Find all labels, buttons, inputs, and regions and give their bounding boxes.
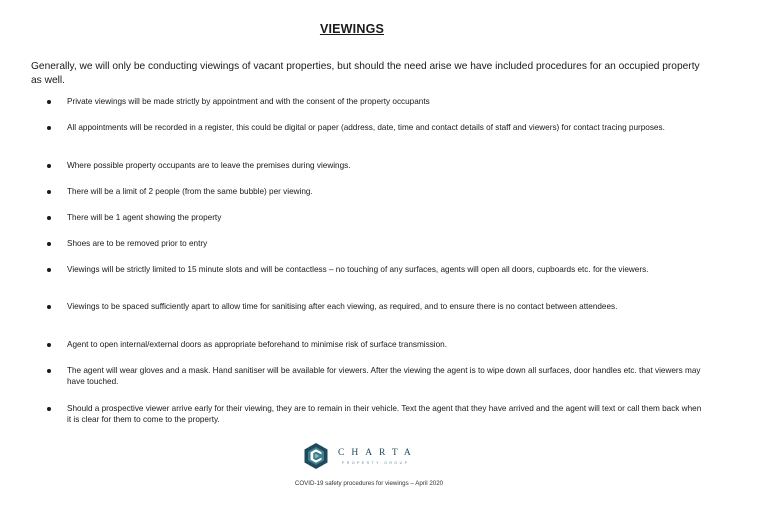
charta-logo bbox=[302, 442, 442, 470]
footer-caption: COVID-19 safety procedures for viewings – April 2020 bbox=[294, 480, 444, 487]
list-item-text: All appointments will be recorded in a register, this could be digital or paper (address, date, time and contact details of staff and viewers) for contact tracing purposes. bbox=[67, 123, 665, 132]
intro-paragraph: Generally, we will only be conducting viewings of vacant properties, but should the need arise we have included procedures for an occupied property as well. bbox=[31, 61, 700, 86]
list-item-text: Shoes are to be removed prior to entry bbox=[67, 239, 208, 248]
bullet-dot-icon bbox=[47, 268, 51, 272]
bullet-dot-icon bbox=[47, 369, 51, 373]
bullet-dot-icon bbox=[47, 164, 51, 168]
list-item-text: Where possible property occupants are to leave the premises during viewings. bbox=[67, 161, 351, 170]
list-item-text: Should a prospective viewer arrive early for their viewing, they are to remain in their vehicle. Text the agent that they have arrived and the agent will text or call them back when it is clear for them to come to the property. bbox=[67, 404, 702, 425]
bullet-dot-icon bbox=[47, 190, 51, 194]
list-item-text: Agent to open internal/external doors as appropriate beforehand to minimise risk of surface transmission. bbox=[67, 340, 448, 349]
bullet-dot-icon bbox=[47, 305, 51, 309]
bullet-dot-icon bbox=[47, 407, 51, 411]
bullet-dot-icon bbox=[47, 100, 51, 104]
list-item-text: There will be a limit of 2 people (from the same bubble) per viewing. bbox=[67, 187, 313, 196]
list-item-text: Private viewings will be made strictly by appointment and with the consent of the property occupants bbox=[67, 97, 430, 106]
list-item-text: There will be 1 agent showing the property bbox=[67, 213, 222, 222]
list-item-text: Viewings will be strictly limited to 15 minute slots and will be contactless – no touching of any surfaces, agents will open all doors, cupboards etc. for the viewers. bbox=[67, 265, 649, 274]
bullet-dot-icon bbox=[47, 216, 51, 220]
page-title: VIEWINGS bbox=[319, 22, 385, 36]
bullet-dot-icon bbox=[47, 343, 51, 347]
charta-logo-icon bbox=[302, 442, 330, 470]
list-item-text: Viewings to be spaced sufficiently apart to allow time for sanitising after each viewing, as required, and to ensure there is no contact between attendees. bbox=[67, 302, 618, 311]
logo-wordmark: CHARTA bbox=[338, 448, 418, 458]
bullet-dot-icon bbox=[47, 126, 51, 130]
logo-subtitle: PROPERTY GROUP bbox=[342, 461, 410, 465]
list-item-text: The agent will wear gloves and a mask. Hand sanitiser will be available for viewers. After the viewing the agent is to wipe down all surfaces, door handles etc. that viewers may have touched. bbox=[67, 366, 701, 387]
bullet-dot-icon bbox=[47, 242, 51, 246]
